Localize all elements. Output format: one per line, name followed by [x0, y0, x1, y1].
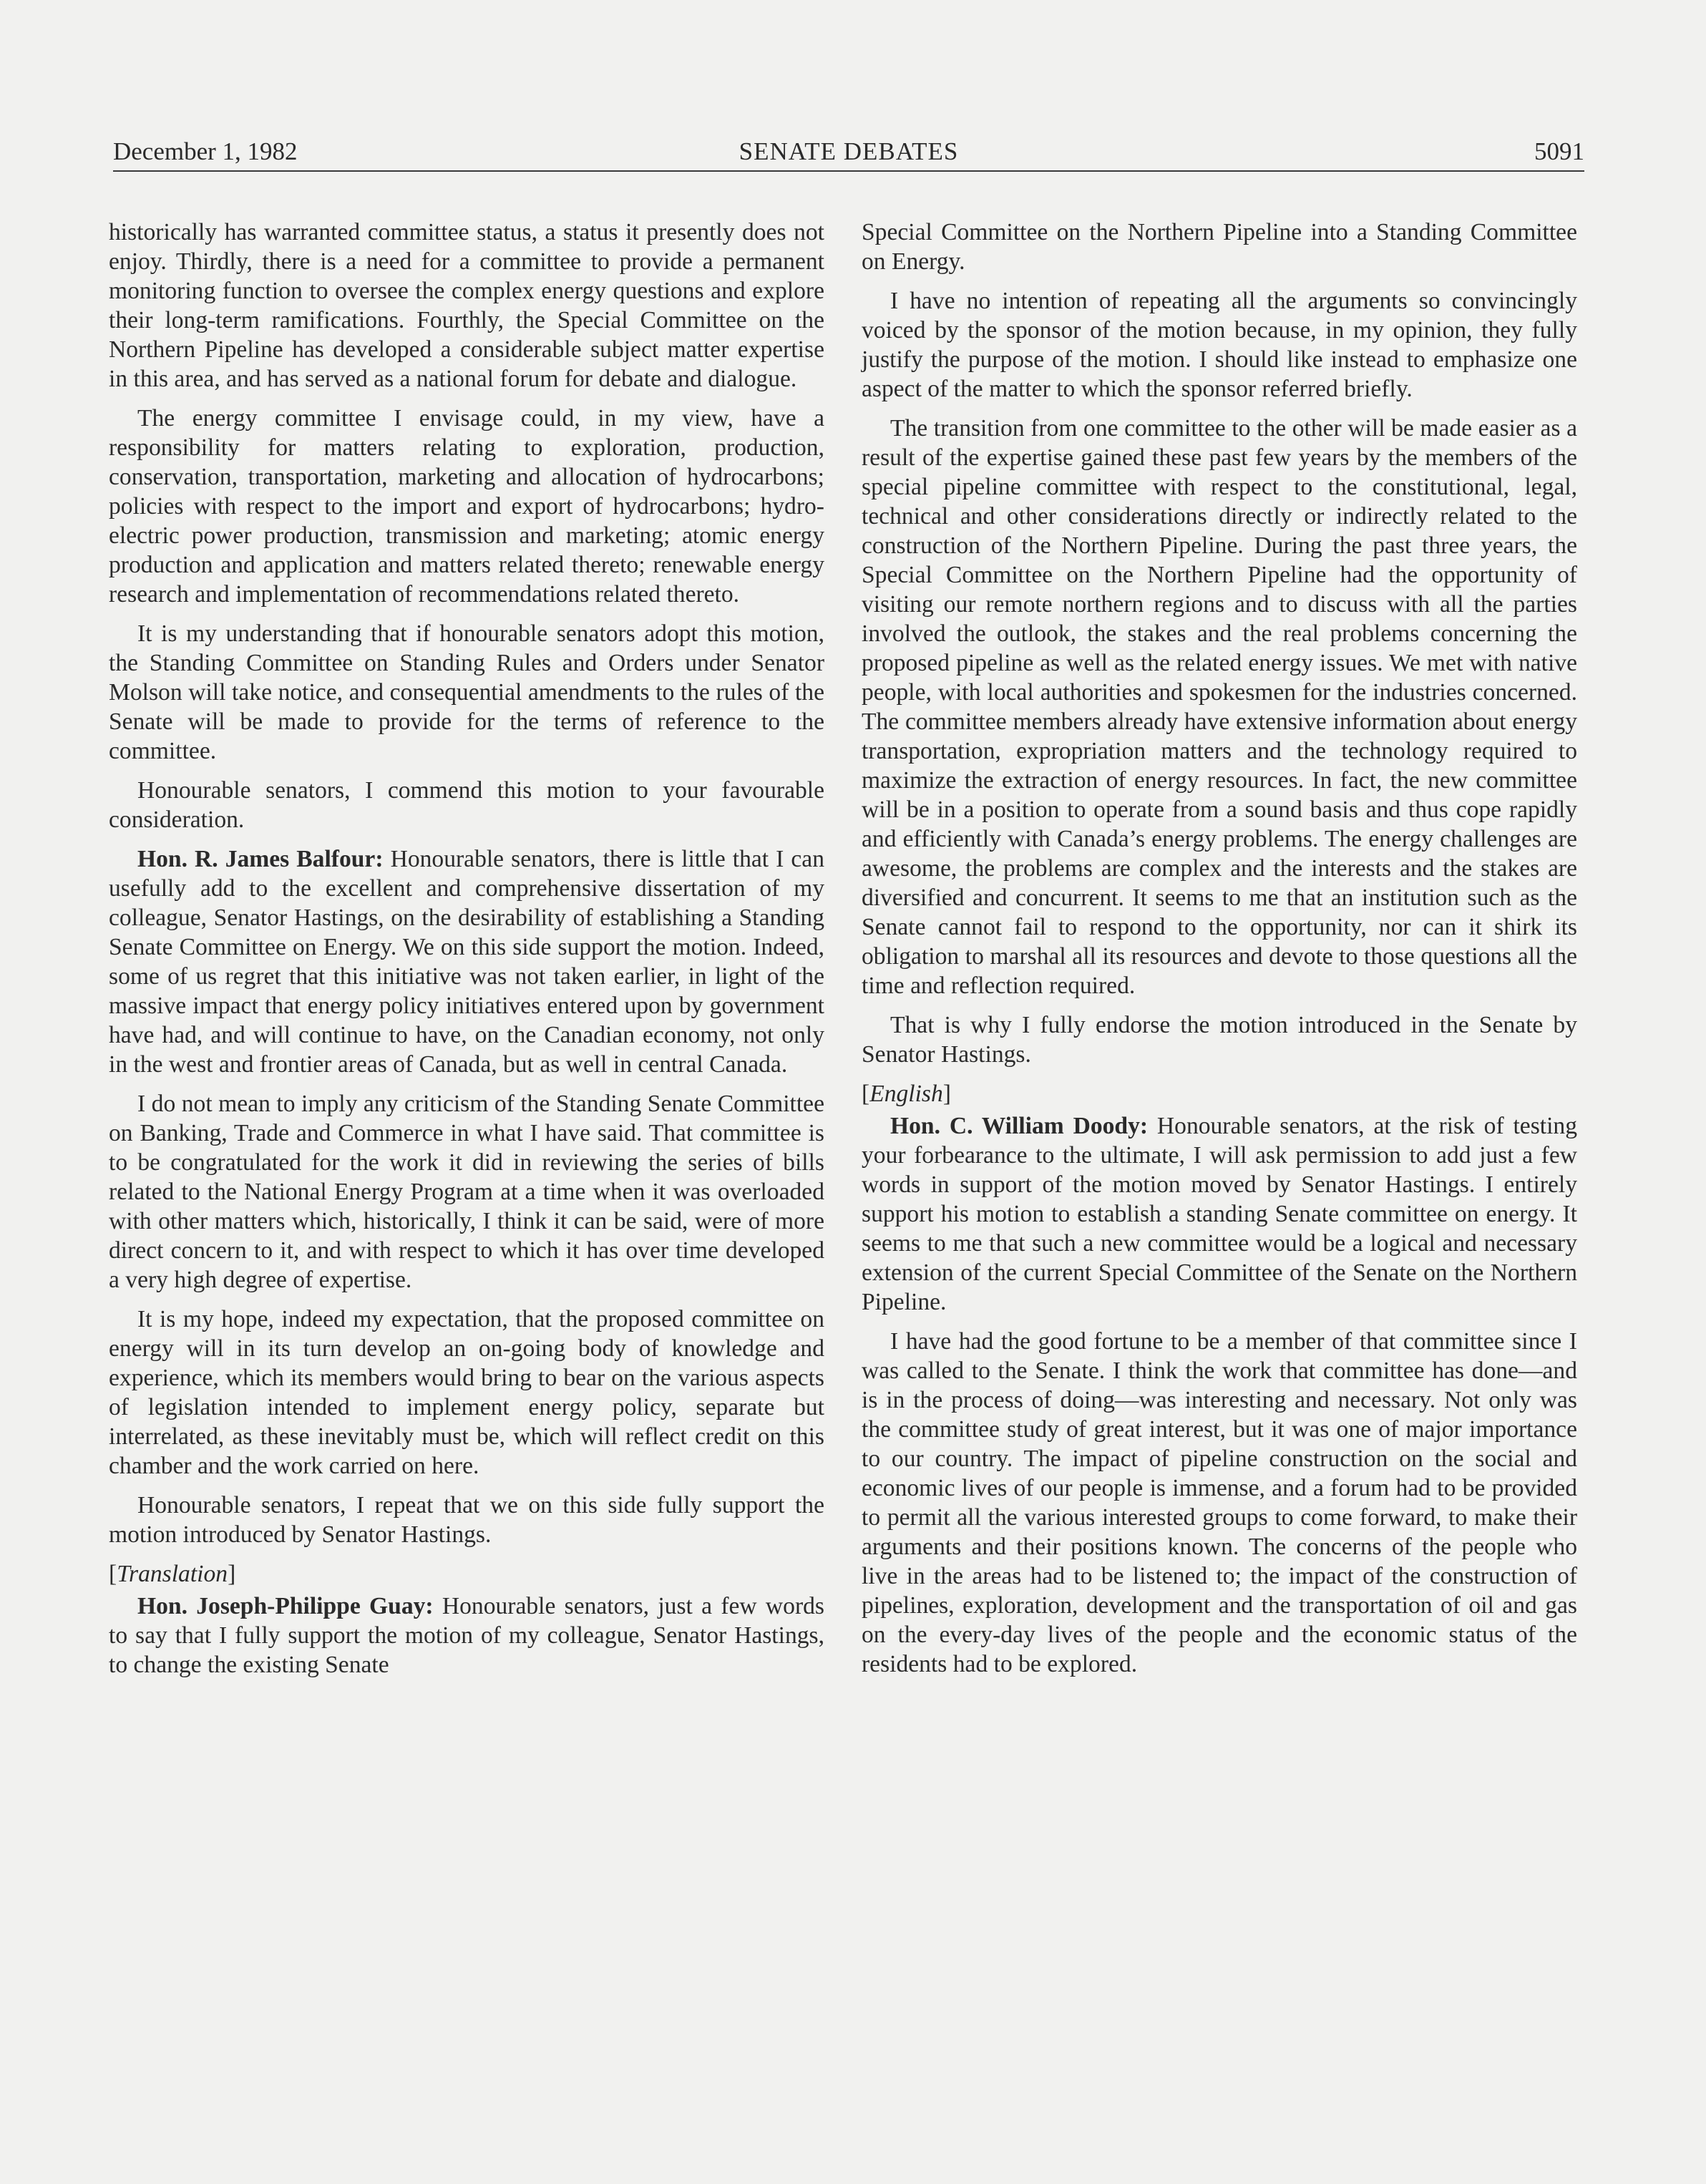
language-label-text: Translation: [117, 1561, 228, 1587]
paragraph: The transition from one committee to the other will be made easier as a result of the expertise gained these past few years by the members of the special pipeline committee with respect to the constitutional, legal, technical and other considerations directly or indirectly related to the construction of the Northern Pipeline. During the past three years, the Special Committee on the Northern Pipeline had the opportunity of visiting our remote northern regions and to discuss with all the parties involved the outlook, the stakes and the real problems concerning the proposed pipeline as well as the related energy issues. We met with native people, with local authorities and spokesmen for the industries concerned. The committee members already have extensive information about energy transportation, expropriation matters and the technology required to maximize the extraction of energy resources. In fact, the new committee will be in a position to operate from a sound basis and thus cope rapidly and efficiently with Canada’s energy problems. The energy challenges are awesome, the problems are complex and the interests and the stakes are diversified and concurrent. It seems to me that an institution such as the Senate cannot fail to respond to the opportunity, nor can it shirk its obligation to marshal all its resources and devote to those questions all the time and reflection required.: [862, 415, 1577, 999]
language-label: [English]: [862, 1081, 951, 1107]
page-number: 5091: [1534, 137, 1584, 165]
right-column: [862, 218, 1577, 1689]
paragraph: Honourable senators, I repeat that we on this side fully support the motion introduced by Senator Hastings.: [109, 1492, 824, 1548]
language-label: [Translation]: [109, 1561, 236, 1587]
paragraph: Special Committee on the Northern Pipeline into a Standing Committee on Energy.: [862, 219, 1577, 275]
paragraph: It is my hope, indeed my expectation, that the proposed committee on energy will in its turn develop an on-going body of knowledge and experience, which its members would bring to bear on the various aspects of legislation intended to implement energy policy, separate but interrelated, as these inevitably must be, which will reflect credit on this chamber and the work carried on here.: [109, 1306, 824, 1479]
paragraph: The energy committee I envisage could, in my view, have a responsibility for matters relating to exploration, production, conservation, transportation, marketing and allocation of hydrocarbons; policies with respect to the import and export of hydrocarbons; hydro-electric power production, transmission and marketing; atomic energy production and application and matters related thereto; renewable energy research and implementation of recommendations related thereto.: [109, 405, 824, 608]
speech-text: Honourable senators, there is little that I can usefully add to the excellent and comprehensive dissertation of my colleague, Senator Hastings, on the desirability of establishing a Standing Senate Committee on Energy. We on this side support the motion. Indeed, some of us regret that this initiative was not taken earlier, in light of the massive impact that energy policy initiatives entered upon by government have had, and will continue to have, on the Canadian economy, not only in the west and frontier areas of Canada, but as well in central Canada.: [109, 846, 824, 1078]
speaker-name: Hon. C. William Doody:: [890, 1113, 1149, 1139]
language-label-text: English: [869, 1081, 943, 1107]
speech-paragraph: [109, 844, 824, 1079]
header-title: SENATE DEBATES: [739, 137, 959, 165]
paragraph: That is why I fully endorse the motion introduced in the Senate by Senator Hastings.: [862, 1012, 1577, 1068]
left-column: [109, 218, 824, 1690]
page-header: [113, 135, 1584, 169]
speaker-name: Hon. R. James Balfour:: [137, 846, 384, 872]
paragraph: I have had the good fortune to be a member of that committee since I was called to the Senate. I think the work that committee has done—and is in the process of doing—was interesting and necessary. Not only was the committee study of great interest, but it was one of major importance to our country. The impact of pipeline construction on the social and economic lives of our people is immense, and a forum had to be provided to permit all the various interested groups to come forward, to make their arguments and their positions known. The concerns of the people who live in the areas had to be listened to; the impact of the construction of pipelines, exploration, development and the transportation of oil and gas on the every-day lives of the people and the economic status of the residents had to be explored.: [862, 1328, 1577, 1677]
paragraph: I do not mean to imply any criticism of the Standing Senate Committee on Banking, Trade and Commerce in what I have said. That committee is to be congratulated for the work it did in reviewing the series of bills related to the National Energy Program at a time when it was overloaded with other matters which, historically, I think it can be said, were of more direct concern to it, and with respect to which it has over time developed a very high degree of expertise.: [109, 1091, 824, 1293]
speaker-name: Hon. Joseph-Philippe Guay:: [137, 1593, 434, 1619]
paragraph: Honourable senators, I commend this motion to your favourable consideration.: [109, 777, 824, 833]
speech-text: Honourable senators, just a few words to say that I fully support the motion of my colleague, Senator Hastings, to change the existing Senate: [109, 1593, 825, 1678]
speech-paragraph: [109, 1591, 824, 1680]
paragraph: historically has warranted committee status, a status it presently does not enjoy. Thirdly, there is a need for a committee to provide a permanent monitoring function to oversee the complex energy questions and explore their long-term ramifications. Fourthly, the Special Committee on the Northern Pipeline has developed a considerable subject matter expertise in this area, and has served as a national forum for debate and dialogue.: [109, 219, 824, 392]
speech-paragraph: [862, 1111, 1577, 1317]
header-rule: [113, 170, 1584, 172]
speech-text: Honourable senators, at the risk of testing your forbearance to the ultimate, I will ask permission to add just a few words in support of the motion moved by Senator Hastings. I entirely support his motion to establish a standing Senate committee on energy. It seems to me that such a new committee would be a logical and necessary extension of the current Special Committee of the Senate on the Northern Pipeline.: [862, 1113, 1578, 1315]
header-date: December 1, 1982: [113, 137, 298, 165]
paragraph: I have no intention of repeating all the arguments so convincingly voiced by the sponsor of the motion because, in my opinion, they fully justify the purpose of the motion. I should like instead to emphasize one aspect of the matter to which the sponsor referred briefly.: [862, 288, 1577, 402]
paragraph: It is my understanding that if honourable senators adopt this motion, the Standing Committee on Standing Rules and Orders under Senator Molson will take notice, and consequential amendments to the rules of the Senate will be made to provide for the terms of reference to the committee.: [109, 620, 824, 764]
